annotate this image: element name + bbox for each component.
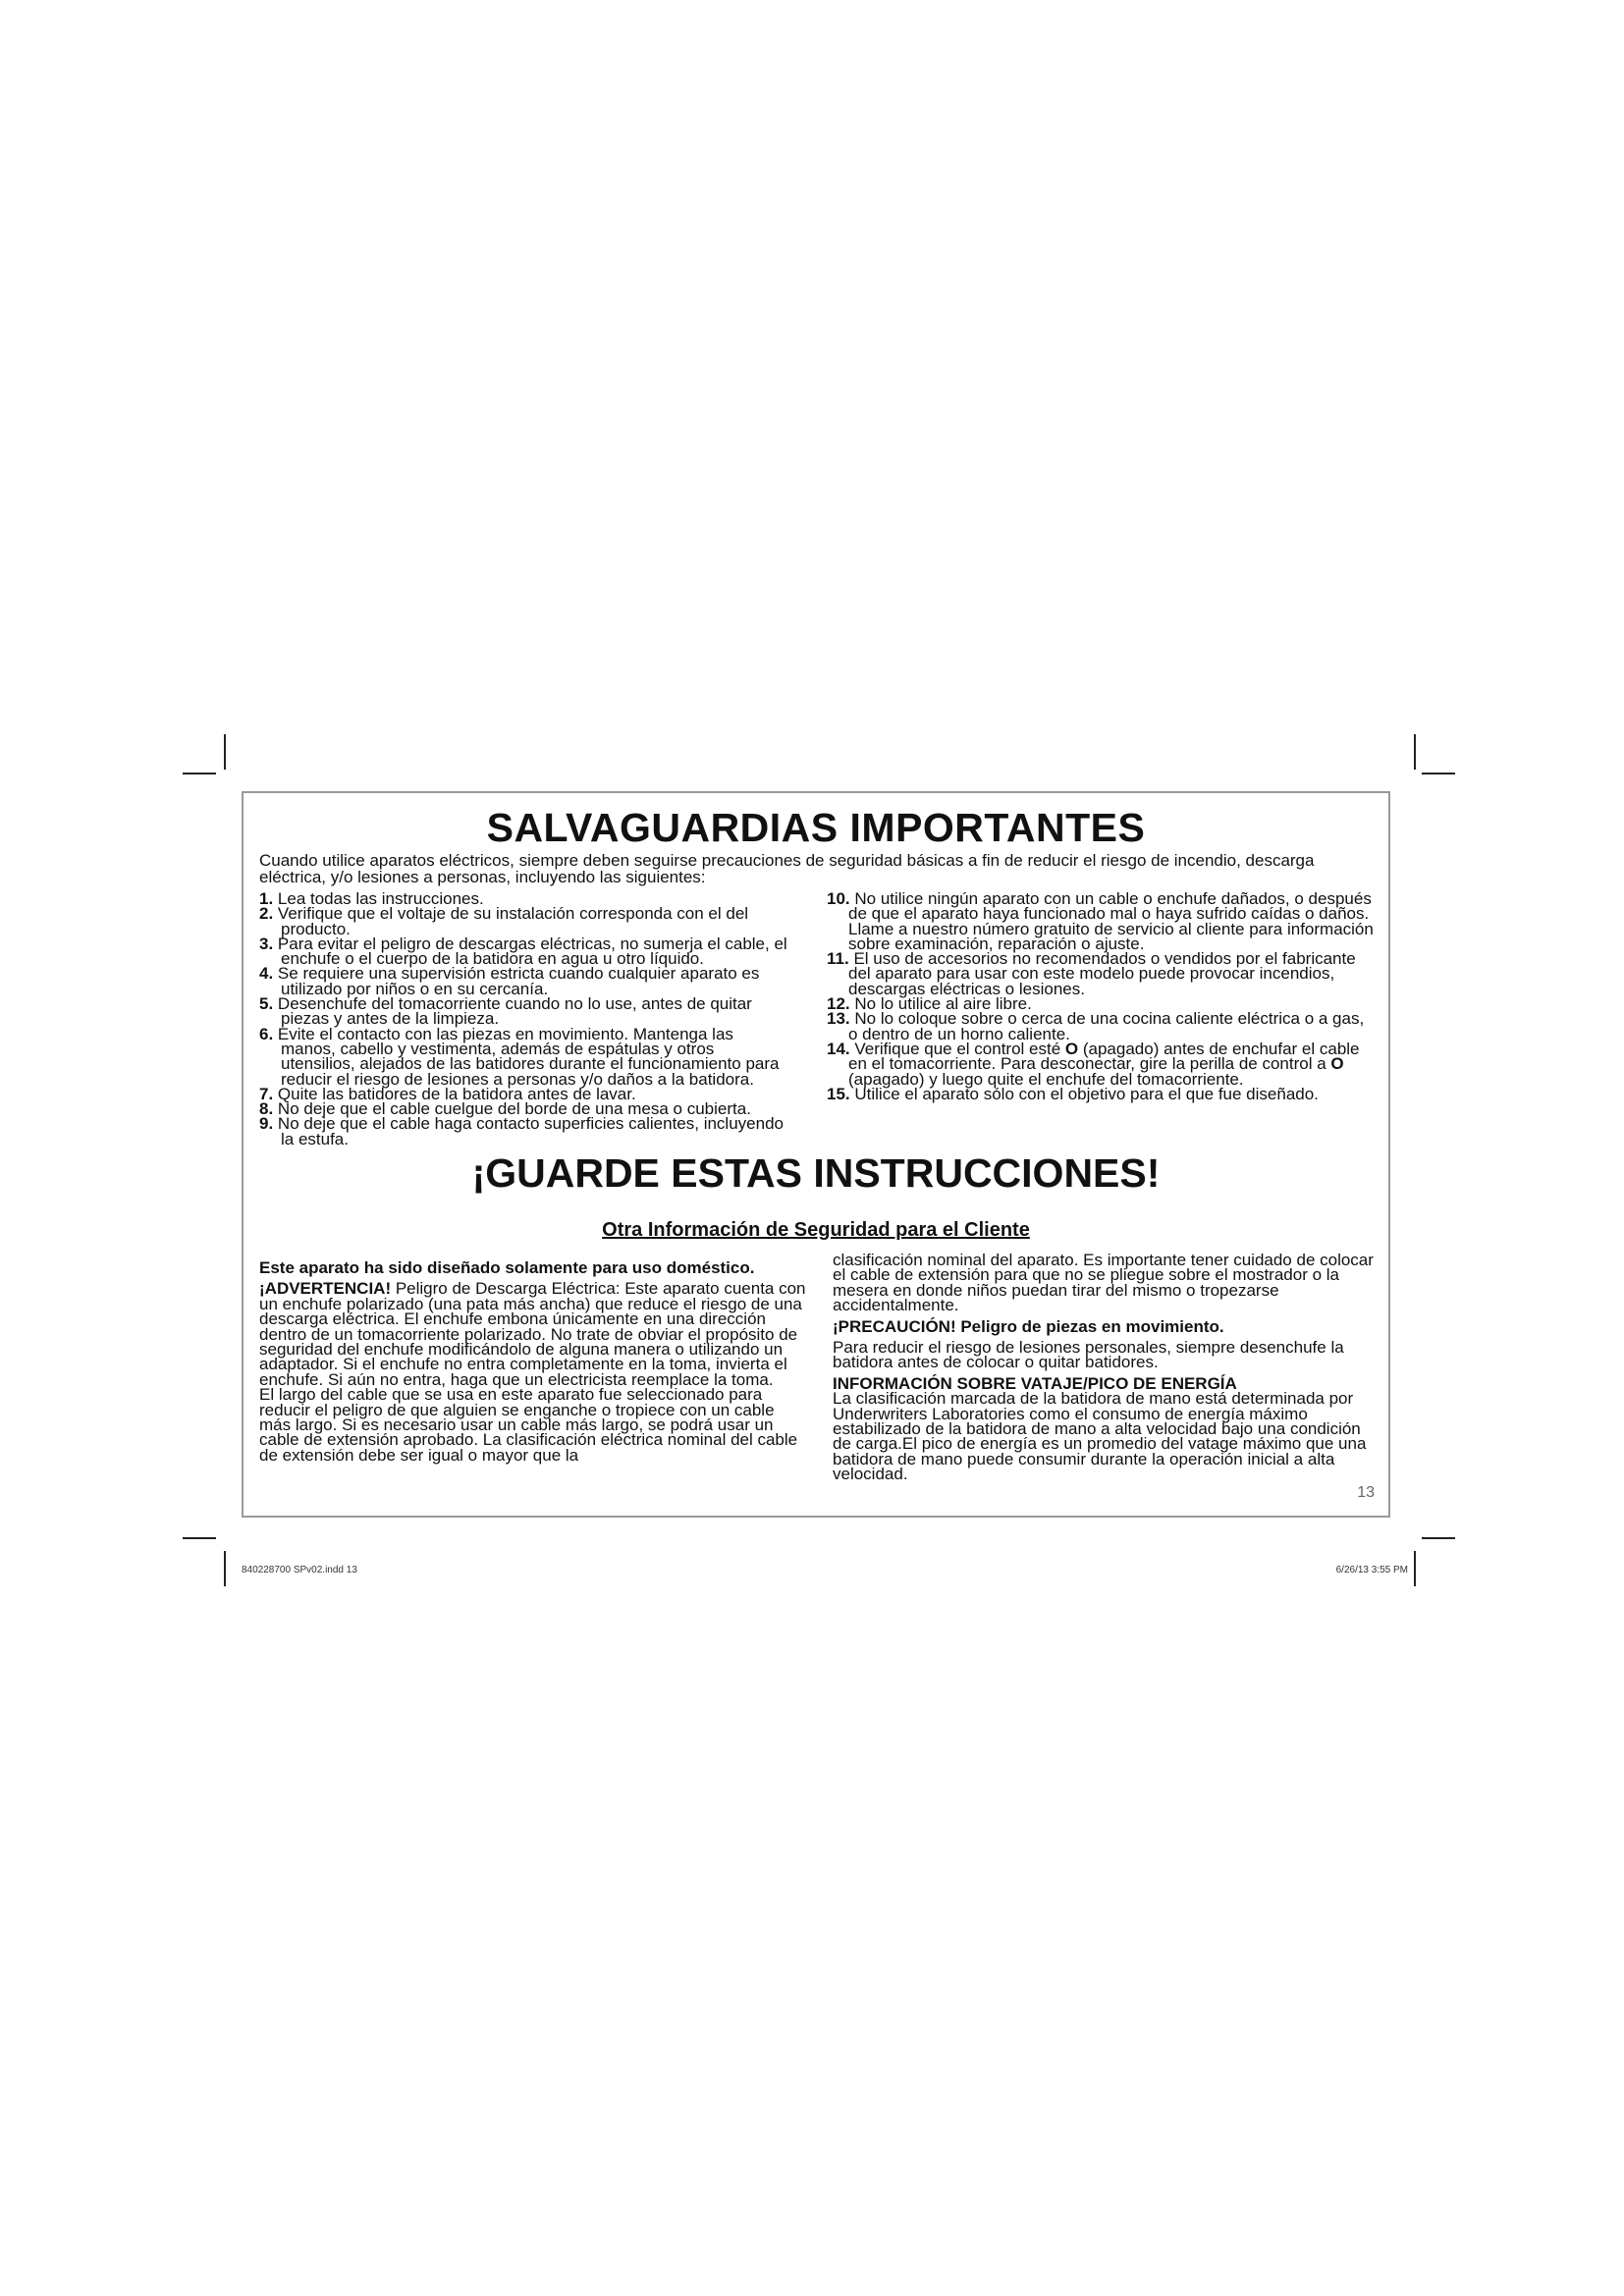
save-instructions-heading: ¡GUARDE ESTAS INSTRUCCIONES! xyxy=(471,1150,1161,1196)
footer-file-name: 840228700 SPv02.indd 13 xyxy=(242,1565,357,1575)
energy-paragraph: La clasificación marcada de la batidora de mano está determinada por Underwriters Laboratories como el consumo de energía máximo estabilizado de la batidora de mano a alta velocidad bajo una condición de carga.El pico de energía es un promedio del vatage máximo que una batidora de mano puede consumir durante la operación inicial a alta velocidad. xyxy=(833,1389,1367,1484)
cord-continuation-paragraph: clasificación nominal del aparato. Es importante tener cuidado de colocar el cable de extensión para que no se pliegue sobre el mostrador o la mesera en donde niños puedan tirar del mismo o tropezarse accidentalmente. xyxy=(833,1251,1374,1315)
safeguards-left-column xyxy=(259,891,789,1147)
safeguard-number: 4. xyxy=(259,964,274,984)
cord-paragraph: El largo del cable que se usa en este aparato fue seleccionado para reducir el peligro de que alguien se enganche o tropiece con un cable más largo. Si es necesario usar un cable más largo, se podrá usar un cable de extensión aprobado. La clasificación eléctrica nominal del cable de extensión debe ser igual o mayor que la xyxy=(259,1385,798,1465)
safeguard-text: Quite las batidores de la batidora antes de lavar. xyxy=(277,1084,636,1103)
safeguard-number: 3. xyxy=(259,934,274,953)
safeguard-text: No lo utilice al aire libre. xyxy=(854,994,1032,1014)
crop-mark-bottom-right-h xyxy=(1422,1537,1455,1539)
safeguard-number: 13. xyxy=(827,1009,850,1029)
safeguard-number: 9. xyxy=(259,1114,274,1134)
safety-panel xyxy=(242,791,1390,1518)
safeguard-number: 15. xyxy=(827,1084,850,1103)
safeguard-item xyxy=(259,1024,789,1089)
crop-mark-bottom-left-h xyxy=(183,1537,216,1539)
safeguard-text: El uso de accesorios no recomendados o vendidos por el fabricante del aparato para usar con este modelo puede provocar incendios, descargas eléctricas o lesiones. xyxy=(848,949,1356,998)
intro-text: Cuando utilice aparatos eléctricos, siempre deben seguirse precauciones de seguridad básicas a fin de reducir el riesgo de incendio, descarga eléctrica, y/o lesiones a personas, incluyendo las siguientes: xyxy=(259,851,1315,886)
safeguard-text: No utilice ningún aparato con un cable o enchufe dañados, o después de que el aparato haya funcionado mal o haya sufrido caídas o daños. Llame a nuestro número gratuito de servicio al cliente para información sobre examinación, reparación o ajuste. xyxy=(848,889,1374,953)
safeguard-text: O xyxy=(1330,1054,1344,1074)
safeguard-item xyxy=(259,966,789,996)
crop-mark-bottom-left xyxy=(224,1551,226,1586)
safeguard-number: 14. xyxy=(827,1039,850,1058)
safeguard-text: (apagado) y luego quite el enchufe del tomacorriente. xyxy=(848,1069,1244,1089)
crop-mark-top-left-h xyxy=(183,773,216,774)
customer-safety-subtitle: Otra Información de Seguridad para el Cliente xyxy=(602,1219,1030,1241)
safeguard-number: 6. xyxy=(259,1024,274,1043)
safeguard-text: Para evitar el peligro de descargas eléctricas, no sumerja el cable, el enchufe o el cuerpo de la batidora en agua u otro líquido. xyxy=(277,934,787,969)
caution-paragraph: Para reducir el riesgo de lesiones personales, siempre desenchufe la batidora antes de colocar o quitar batidores. xyxy=(833,1338,1344,1372)
safeguard-text: Lea todas las instrucciones. xyxy=(277,889,484,908)
safeguard-text: Desenchufe del tomacorriente cuando no lo use, antes de quitar piezas y antes de la limpieza. xyxy=(277,994,752,1029)
safeguard-text: Se requiere una supervisión estricta cuando cualquier aparato es utilizado por niños o en su cercanía. xyxy=(277,964,760,998)
safeguard-item xyxy=(827,951,1377,996)
crop-mark-bottom-right xyxy=(1414,1551,1416,1586)
safeguard-item xyxy=(827,1011,1377,1041)
energy-heading: INFORMACIÓN SOBRE VATAJE/PICO DE ENERGÍA xyxy=(833,1373,1237,1393)
safeguard-text: No lo coloque sobre o cerca de una cocina caliente eléctrica o a gas, o dentro de un horno caliente. xyxy=(848,1009,1365,1043)
page-number: 13 xyxy=(1357,1484,1375,1501)
safeguard-text: O xyxy=(1064,1039,1079,1058)
crop-mark-top-right xyxy=(1414,734,1416,770)
safeguard-number: 5. xyxy=(259,994,274,1014)
safeguard-item xyxy=(259,996,789,1027)
safeguard-item xyxy=(827,1084,1377,1103)
safeguard-item xyxy=(259,906,789,936)
safeguard-text: No deje que el cable haga contacto superficies calientes, incluyendo la estufa. xyxy=(277,1114,784,1148)
safeguard-number: 10. xyxy=(827,889,850,908)
safeguard-text: Evite el contacto con las piezas en movimiento. Mantenga las manos, cabello y vestimenta, además de espátulas y otros utensilios, alejados de las batidores durante el funcionamiento para reducir el riesgo de lesiones a personas y/o daños a la batidora. xyxy=(277,1024,780,1089)
safeguards-right-column xyxy=(827,891,1377,1101)
safeguard-text: Verifique que el voltaje de su instalación corresponda con el del producto. xyxy=(277,904,749,938)
warning-text: Peligro de Descarga Eléctrica: Este aparato cuenta con un enchufe polarizado (una pata más ancha) que reduce el riesgo de una descarga eléctrica. El enchufe embona únicamente en una dirección dentro de un tomacorriente polarizado. No trate de obviar el propósito de seguridad del enchufe modificándolo de alguna manera o utilizando un adaptador. Si el enchufe no entra completamente en la toma, invierta el enchufe. Si aún no entra, haga que un electricista reemplace la toma. xyxy=(259,1279,806,1389)
warning-label: ¡ADVERTENCIA! xyxy=(259,1279,392,1299)
info-right-column xyxy=(833,1253,1378,1482)
safeguard-text: Verifique que el control esté xyxy=(854,1039,1065,1058)
footer-timestamp: 6/26/13 3:55 PM xyxy=(1335,1565,1408,1575)
safeguard-text: Utilice el aparato sólo con el objetivo para el que fue diseñado. xyxy=(854,1084,1319,1103)
safeguard-number: 7. xyxy=(259,1084,274,1103)
safeguard-item xyxy=(827,891,1377,951)
safeguard-item xyxy=(259,1116,789,1147)
info-left-column xyxy=(259,1260,809,1463)
safeguard-number: 8. xyxy=(259,1099,274,1119)
safeguard-number: 2. xyxy=(259,904,274,924)
safeguard-text: (apagado) antes de enchufar el cable en el tomacorriente. Para desconectar, gire la perilla de control a xyxy=(848,1039,1360,1074)
page-title: SALVAGUARDIAS IMPORTANTES xyxy=(486,805,1146,850)
safeguard-number: 11. xyxy=(827,949,849,969)
safeguard-text: No deje que el cable cuelgue del borde de una mesa o cubierta. xyxy=(277,1099,751,1119)
crop-mark-top-left xyxy=(224,734,226,770)
safeguard-number: 1. xyxy=(259,889,274,908)
crop-mark-top-right-h xyxy=(1422,773,1455,774)
warning-paragraph xyxy=(259,1281,809,1387)
domestic-use-heading: Este aparato ha sido diseñado solamente para uso doméstico. xyxy=(259,1258,755,1277)
safeguard-number: 12. xyxy=(827,994,850,1014)
safeguard-item xyxy=(827,1041,1377,1087)
caution-heading: ¡PRECAUCIÓN! Peligro de piezas en movimiento. xyxy=(833,1316,1224,1336)
safeguard-item xyxy=(259,936,789,967)
